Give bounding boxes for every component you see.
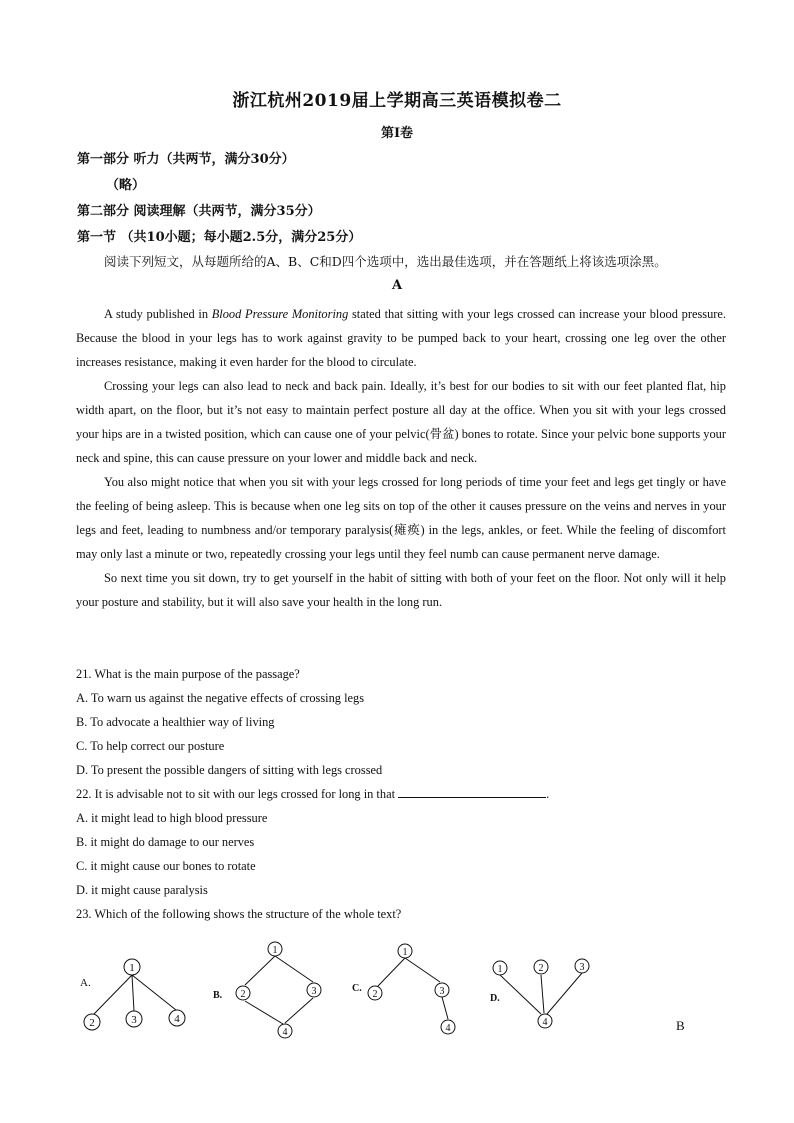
question-22 bbox=[76, 782, 736, 902]
passage-paragraph-2: Crossing your legs can also lead to neck and back pain. Ideally, it’s best for our bodies to sit with our feet planted flat, hip width apart, on the floor, but it’s not easy to maintain perfect posture all day at the office. When you sit with your legs crossed your hips are in a twisted position, which can cause one of your pelvic(骨盆) bones to rotate. Since your pelvic bone supports your neck and spine, this can cause pressure on your lower and middle back and neck. bbox=[76, 379, 726, 465]
node-label: 2 bbox=[372, 989, 378, 1000]
node-label: 4 bbox=[282, 1027, 288, 1038]
diagram-label-c: C. bbox=[352, 983, 362, 994]
option-c: C. To help correct our posture bbox=[76, 739, 225, 753]
exam-title: 浙江杭州2019届上学期高三英语模拟卷二 bbox=[232, 91, 562, 111]
option-a: A. it might lead to high blood pressure bbox=[76, 811, 268, 825]
node-label: 4 bbox=[542, 1017, 548, 1028]
question-stem: 21. What is the main purpose of the passage? bbox=[76, 667, 300, 681]
passage-paragraph-4: So next time you sit down, try to get yourself in the habit of sitting with both of your feet on the floor. Not only will it help your posture and stability, but it will also save your health in the long run. bbox=[76, 571, 726, 609]
question-23 bbox=[76, 902, 736, 926]
volume-label: 第I卷 bbox=[380, 126, 414, 141]
section1-heading: 第一节 （共10小题；每小题2.5分，满分25分） bbox=[77, 230, 362, 245]
diagram-label-d: D. bbox=[490, 993, 500, 1004]
journal-title: Blood Pressure Monitoring bbox=[211, 307, 349, 321]
answer-blank bbox=[398, 785, 546, 798]
structure-diagrams bbox=[0, 930, 794, 1050]
part1-omitted: （略） bbox=[106, 178, 146, 193]
node-label: 3 bbox=[311, 986, 317, 997]
node-label: 4 bbox=[174, 1013, 180, 1025]
passage-paragraph-3: You also might notice that when you sit with your legs crossed for long periods of time your feet and legs get tingly or have the feeling of being asleep. This is because when one leg sits on top of the other it causes pressure on the veins and nerves in your legs and feet, leading to numbness and/or temporary paralysis(瘫痪) in the legs, ankles, or feet. While the feeling of discomfort may only last a minute or two, repeatedly crossing your legs until they feel numb can cause permanent nerve damage. bbox=[76, 475, 726, 561]
option-d: D. To present the possible dangers of sitting with legs crossed bbox=[76, 763, 383, 777]
part2-heading: 第二部分 阅读理解（共两节，满分35分） bbox=[77, 204, 321, 219]
node-label: 4 bbox=[445, 1023, 451, 1034]
passage-body bbox=[76, 302, 726, 614]
answer-text: B bbox=[676, 1018, 685, 1033]
instruction-text: 阅读下列短文，从每题所给的A、B、C和D四个选项中，选出最佳选项，并在答题纸上将该选项涂黑。 bbox=[104, 254, 667, 269]
node-label: 1 bbox=[497, 964, 503, 975]
option-d: D. it might cause paralysis bbox=[76, 883, 208, 897]
node-label: 3 bbox=[131, 1014, 137, 1026]
node-label: 2 bbox=[538, 963, 544, 974]
p1-after: stated that sitting with your legs crossed can increase your blood pressure. Because the blood in your legs has to work against gravity to be pumped back to your heart, crossing one leg over the other increases resistance, making it even harder for the blood to circulate. bbox=[76, 307, 727, 369]
node-label: 3 bbox=[439, 986, 445, 997]
node-label: 1 bbox=[402, 947, 408, 958]
question-stem: 23. Which of the following shows the structure of the whole text? bbox=[76, 907, 402, 921]
diagram-label-b: B. bbox=[213, 990, 223, 1001]
node-label: 2 bbox=[240, 989, 246, 1000]
question-stem: 22. It is advisable not to sit with our legs crossed for long in that . bbox=[76, 787, 550, 801]
question-21 bbox=[76, 662, 736, 782]
node-label: 1 bbox=[129, 962, 135, 974]
option-b: B. it might do damage to our nerves bbox=[76, 835, 255, 849]
option-c: C. it might cause our bones to rotate bbox=[76, 859, 256, 873]
node-label: 1 bbox=[272, 945, 278, 956]
node-label: 2 bbox=[89, 1017, 95, 1029]
diagram-label-a: A. bbox=[80, 977, 91, 989]
option-b: B. To advocate a healthier way of living bbox=[76, 715, 275, 729]
option-a: A. To warn us against the negative effects of crossing legs bbox=[76, 691, 365, 705]
passage-paragraph-1 bbox=[76, 302, 726, 374]
part1-heading: 第一部分 听力（共两节，满分30分） bbox=[77, 152, 295, 167]
p1-before: A study published in bbox=[104, 307, 212, 321]
node-label: 3 bbox=[579, 962, 585, 973]
passage-label: A bbox=[391, 278, 403, 293]
